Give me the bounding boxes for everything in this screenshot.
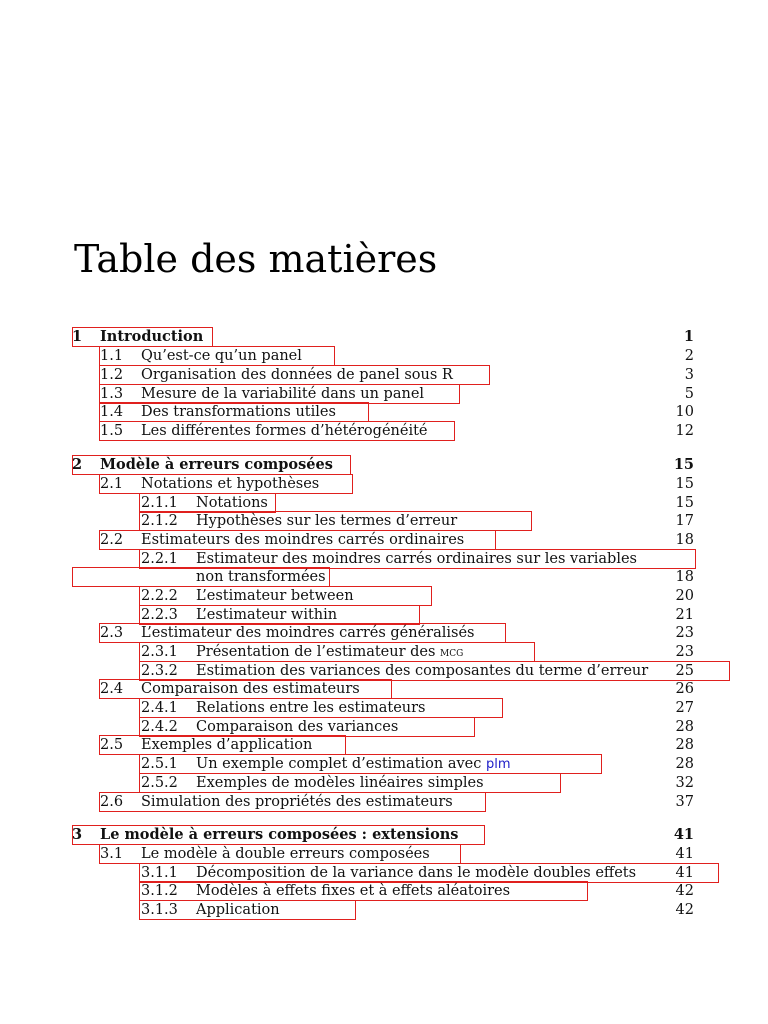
toc-entry-title-text: Modèle à erreurs composées xyxy=(100,456,333,473)
toc-entry-title-text: Organisation des données de panel sous R xyxy=(141,367,453,383)
toc-entry-number: 2.1.2 xyxy=(141,513,178,529)
toc-subsection-row[interactable] xyxy=(72,662,694,680)
toc-chapter-row[interactable] xyxy=(72,826,694,844)
toc-entry-title xyxy=(141,403,336,421)
toc-entry-title xyxy=(141,475,319,493)
toc-section-row[interactable] xyxy=(72,366,694,384)
toc-entry-title-text: L’estimateur des moindres carrés généralisés xyxy=(141,625,475,641)
toc-page-number[interactable]: 15 xyxy=(675,476,694,492)
toc-entry-title-text: Le modèle à erreurs composées : extensions xyxy=(100,826,459,843)
toc-entry-number: 2.4 xyxy=(100,681,124,697)
toc-entry-number: 2 xyxy=(72,456,83,473)
toc-page-number[interactable]: 17 xyxy=(675,513,694,529)
toc-page-number[interactable]: 26 xyxy=(675,681,694,697)
toc-entry-title-text: Estimation des variances des composantes du terme d’erreur xyxy=(196,663,649,679)
toc-entry-number: 2.1 xyxy=(100,476,124,492)
toc-entry-number: 2.2.1 xyxy=(141,551,178,567)
toc-subsection-row[interactable] xyxy=(72,587,694,605)
toc-entry-title-text: Estimateur des moindres carrés ordinaires sur les variables xyxy=(196,551,637,567)
toc-entry-title-text: Qu’est-ce qu’un panel xyxy=(141,348,302,364)
toc-page-number[interactable]: 32 xyxy=(675,775,694,791)
toc-entry-number: 1.5 xyxy=(100,423,124,439)
toc-chapter-row[interactable] xyxy=(72,328,694,346)
toc-entry-title-text: Les différentes formes d’hétérogénéité xyxy=(141,423,428,439)
toc-page-number[interactable]: 41 xyxy=(675,865,694,881)
toc-entry-number: 1.2 xyxy=(100,367,124,383)
toc-entry-title xyxy=(196,774,484,792)
toc-subsection-row[interactable] xyxy=(72,901,694,919)
toc-entry-title-text: Comparaison des variances xyxy=(196,719,399,735)
toc-entry-title xyxy=(196,643,463,661)
toc-page-number[interactable]: 1 xyxy=(683,328,694,345)
toc-entry-title xyxy=(141,347,302,365)
toc-entry-title xyxy=(141,531,464,549)
toc-page-number[interactable]: 5 xyxy=(684,386,694,402)
toc-entry-title xyxy=(196,864,636,882)
toc-entry-number: 2.5.2 xyxy=(141,775,178,791)
toc-section-row[interactable] xyxy=(72,680,694,698)
toc-subsection-row[interactable] xyxy=(72,606,694,624)
toc-entry-title xyxy=(196,699,426,717)
toc-entry-title xyxy=(141,845,430,863)
toc-section-row[interactable] xyxy=(72,422,694,440)
toc-entry-title-text: Des transformations utiles xyxy=(141,404,336,420)
toc-entry-number: 2.5.1 xyxy=(141,756,178,772)
toc-section-row[interactable] xyxy=(72,845,694,863)
toc-section-row[interactable] xyxy=(72,793,694,811)
toc-page-number[interactable]: 23 xyxy=(675,625,694,641)
toc-section-row[interactable] xyxy=(72,624,694,642)
toc-entry-title-text: Comparaison des estimateurs xyxy=(141,681,360,697)
toc-entry-number: 2.1.1 xyxy=(141,495,178,511)
toc-entry-number: 3.1.3 xyxy=(141,902,178,918)
toc-page-number[interactable]: 42 xyxy=(675,883,694,899)
toc-page-number[interactable]: 20 xyxy=(675,588,694,604)
toc-subsection-row[interactable] xyxy=(72,864,694,882)
toc-subsection-row[interactable] xyxy=(72,774,694,792)
toc-entry-title xyxy=(100,826,458,844)
toc-entry-title xyxy=(141,422,428,440)
toc-subsection-row[interactable] xyxy=(72,699,694,717)
toc-entry-number: 2.3.1 xyxy=(141,644,178,660)
toc-page-number[interactable]: 42 xyxy=(675,902,694,918)
toc-entry-number: 2.3.2 xyxy=(141,663,178,679)
toc-entry-title-text: Notations et hypothèses xyxy=(141,476,320,492)
toc-entry-number: 2.4.2 xyxy=(141,719,178,735)
toc-page-number[interactable]: 3 xyxy=(684,367,694,383)
toc-page-number[interactable]: 15 xyxy=(673,456,694,473)
toc-entry-title xyxy=(196,901,280,919)
toc-page-number[interactable]: 18 xyxy=(675,569,694,585)
toc-entry-number: 2.6 xyxy=(100,794,124,810)
toc-entry-number: 1.3 xyxy=(100,386,124,402)
toc-page-number[interactable]: 27 xyxy=(675,700,694,716)
toc-entry-number: 3.1 xyxy=(100,846,124,862)
toc-entry-title xyxy=(196,512,457,530)
toc-entry-title-text: Exemples d’application xyxy=(141,737,313,753)
toc-entry-title-text: Exemples de modèles linéaires simples xyxy=(196,775,484,791)
toc-section-row[interactable] xyxy=(72,736,694,754)
toc-page-number[interactable]: 28 xyxy=(675,756,694,772)
toc-chapter-row[interactable] xyxy=(72,456,694,474)
toc-page-number[interactable]: 41 xyxy=(673,826,694,843)
toc-page-number[interactable]: 18 xyxy=(675,532,694,548)
toc-entry-number: 1.4 xyxy=(100,404,124,420)
toc-entry-title-text: Estimateurs des moindres carrés ordinaires xyxy=(141,532,465,548)
toc-entry-title-text: Notations xyxy=(196,495,268,511)
toc-entry-title xyxy=(141,385,424,403)
toc-entry-title xyxy=(141,736,312,754)
toc-entry-title-text: Relations entre les estimateurs xyxy=(196,700,426,716)
toc-page-number[interactable]: 37 xyxy=(675,794,694,810)
toc-section-row[interactable] xyxy=(72,385,694,403)
toc-entry-title-text: Mesure de la variabilité dans un panel xyxy=(141,386,425,402)
toc-page-number[interactable]: 41 xyxy=(675,846,694,862)
toc-section-row[interactable] xyxy=(72,475,694,493)
toc-subsection-row[interactable] xyxy=(72,494,694,512)
toc-entry-title-text: Modèles à effets fixes et à effets aléatoires xyxy=(196,883,511,899)
toc-subsection-row[interactable] xyxy=(72,643,694,661)
toc-page-number[interactable]: 10 xyxy=(675,404,694,420)
toc-entry-abbrev: mcg xyxy=(440,644,464,659)
toc-entry-title xyxy=(141,793,453,811)
toc-entry-title xyxy=(100,456,333,474)
toc-entry-title-text: Un exemple complet d’estimation avec xyxy=(196,756,482,772)
toc-entry-title xyxy=(196,718,398,736)
toc-entry-number: 2.2 xyxy=(100,532,124,548)
toc-entry-title xyxy=(141,680,360,698)
toc-entry-number: 1 xyxy=(72,328,83,345)
toc-subsection-row-continued[interactable] xyxy=(72,568,694,586)
toc-entry-number: 2.5 xyxy=(100,737,124,753)
toc-entry-number: 2.2.2 xyxy=(141,588,178,604)
toc-section-row[interactable] xyxy=(72,347,694,365)
toc-entry-number: 3.1.1 xyxy=(141,865,178,881)
toc-page-number[interactable]: 21 xyxy=(675,607,694,623)
toc-entry-number: 3 xyxy=(72,826,83,843)
toc-entry-title-text: L’estimateur within xyxy=(196,607,338,623)
toc-entry-number: 2.2.3 xyxy=(141,607,178,623)
toc-entry-title xyxy=(196,882,510,900)
toc-page-number[interactable]: 15 xyxy=(675,495,694,511)
toc-entry-number: 2.4.1 xyxy=(141,700,178,716)
page-title: Table des matières xyxy=(74,237,438,282)
toc-entry-title xyxy=(196,662,648,680)
toc-entry-title xyxy=(100,328,203,346)
toc-entry-title xyxy=(196,494,268,512)
toc-subsection-row[interactable] xyxy=(72,882,694,900)
toc-entry-title-text: Le modèle à double erreurs composées xyxy=(141,846,430,862)
toc-entry-title-text: Simulation des propriétés des estimateurs xyxy=(141,794,453,810)
toc-subsection-row[interactable] xyxy=(72,755,694,773)
toc-subsection-row[interactable] xyxy=(72,718,694,736)
toc-entry-title-text: Introduction xyxy=(100,328,204,345)
toc-section-row[interactable] xyxy=(72,531,694,549)
toc-entry-number: 3.1.2 xyxy=(141,883,178,899)
toc-entry-title-continued: non transformées xyxy=(196,569,326,585)
toc-subsection-row[interactable] xyxy=(72,512,694,530)
toc-entry-number: 2.3 xyxy=(100,625,124,641)
toc-entry-title-text: L’estimateur between xyxy=(196,588,354,604)
toc-section-row[interactable] xyxy=(72,403,694,421)
toc-entry-number: 1.1 xyxy=(100,348,124,364)
toc-entry-title xyxy=(141,624,475,642)
toc-page-number[interactable]: 25 xyxy=(675,663,694,679)
toc-entry-title xyxy=(196,550,637,568)
toc-entry-title-text: Application xyxy=(196,902,280,918)
toc-page-number[interactable]: 28 xyxy=(675,719,694,735)
toc-page-number[interactable]: 2 xyxy=(684,348,694,364)
toc-entry-title xyxy=(141,366,453,384)
toc-page-number[interactable]: 12 xyxy=(675,423,694,439)
toc-entry-title-text: Décomposition de la variance dans le modèle doubles effets xyxy=(196,865,637,881)
toc-entry-title-text: Hypothèses sur les termes d’erreur xyxy=(196,513,458,529)
toc-entry-title xyxy=(196,755,511,774)
toc-page-number[interactable]: 23 xyxy=(675,644,694,660)
toc-entry-title xyxy=(196,606,337,624)
toc-entry-title-text: Présentation de l’estimateur des xyxy=(196,644,436,660)
toc-entry-title xyxy=(196,587,354,605)
toc-subsection-row[interactable] xyxy=(72,550,694,568)
toc-page-number[interactable]: 28 xyxy=(675,737,694,753)
toc-entry-code-link[interactable]: plm xyxy=(485,757,511,772)
